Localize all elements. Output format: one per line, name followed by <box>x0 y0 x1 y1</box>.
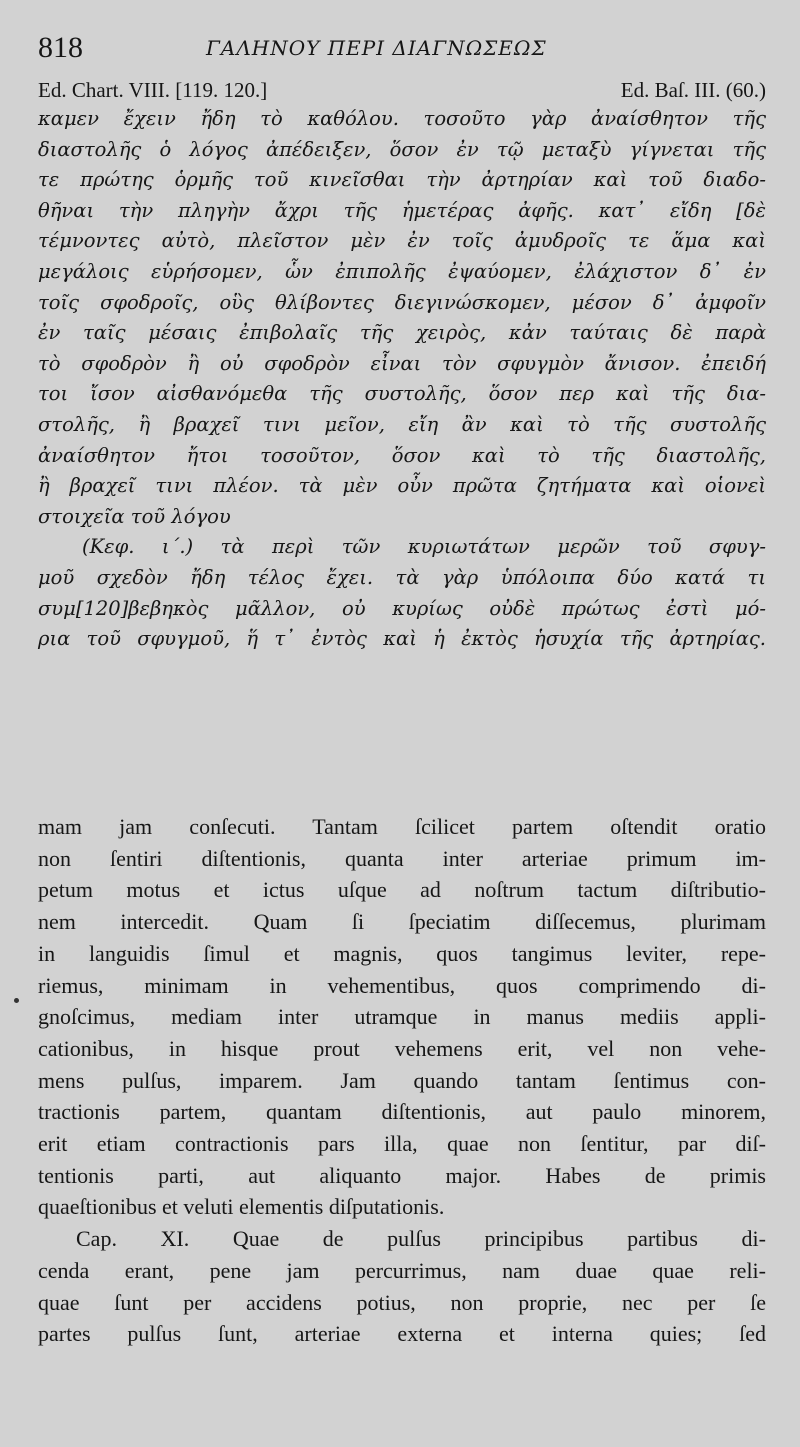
latin-line: mens pulſus, imparem. Jam quando tantam ſentimus con- <box>38 1067 766 1093</box>
latin-line: quaeſtionibus et veluti elementis diſputationis. <box>38 1194 445 1220</box>
latin-text-block <box>38 811 766 1350</box>
greek-line: τε πρώτης ὁρμῆς τοῦ κινεῖσθαι τὴν ἀρτηρίαν καὶ τοῦ διαδο- <box>38 168 766 192</box>
running-title: ΓΑΛΗΝΟΥ ΠΕΡΙ ΔΙΑΓΝΩΣΕΩΣ <box>206 36 547 60</box>
greek-line: στολῆς, ἢ βραχεῖ τινι μεῖον, εἴη ἂν καὶ τὸ τῆς συστολῆς <box>38 412 766 436</box>
greek-line: συμ[120]βεβηκὸς μᾶλλον, οὐ κυρίως οὐδὲ πρώτως ἐστὶ μό- <box>38 596 766 620</box>
page-header <box>38 32 768 68</box>
greek-line: τοῖς σφοδροῖς, οὓς θλίβοντες διεγινώσκομεν, μέσον δ᾽ ἀμφοῖν <box>38 290 766 314</box>
page-number: 818 <box>38 31 83 64</box>
greek-line: τοι ἴσον αἰσθανόμεθα τῆς συστολῆς, ὅσον περ καὶ τῆς δια- <box>38 382 766 406</box>
greek-text-block <box>38 104 766 655</box>
latin-line: tentionis parti, aut aliquanto major. Habes de primis <box>38 1162 766 1188</box>
latin-line: partes pulſus ſunt, arteriae externa et interna quies; ſed <box>38 1321 766 1347</box>
latin-line: petum motus et ictus uſque ad noſtrum tactum diſtributio- <box>38 877 766 903</box>
latin-line: quae ſunt per accidens potius, non proprie, nec per ſe <box>38 1289 766 1315</box>
edition-basel-reference: Ed. Baſ. III. (60.) <box>620 78 766 102</box>
greek-line: ἀναίσθητον ἤτοι τοσοῦτον, ὅσον καὶ τὸ τῆς διαστολῆς, <box>38 443 766 467</box>
greek-line: τέμνοντες αὐτὸ, πλεῖστον μὲν ἐν τοῖς ἀμυδροῖς τε ἅμα καὶ <box>38 229 766 253</box>
edition-reference <box>38 76 766 106</box>
latin-line: tractionis partem, quantam diſtentionis, aut paulo minorem, <box>38 1099 766 1125</box>
greek-line: στοιχεῖα τοῦ λόγου <box>38 504 231 528</box>
greek-line: θῆναι τὴν πληγὴν ἄχρι τῆς ἡμετέρας ἀφῆς. κατ᾽ εἴδη [δὲ <box>38 198 766 222</box>
latin-line: in languidis ſimul et magnis, quos tangimus leviter, repe- <box>38 940 766 966</box>
greek-line: μεγάλοις εὑρήσομεν, ὧν ἐπιπολῆς ἐψαύομεν, ἐλάχιστον δ᾽ ἐν <box>38 259 766 283</box>
greek-line: τὸ σφοδρὸν ἢ οὐ σφοδρὸν εἶναι τὸν σφυγμὸν ἄνισον. ἐπειδή <box>38 351 766 375</box>
margin-dot-mark <box>14 998 19 1003</box>
greek-line: ἐν ταῖς μέσαις ἐπιβολαῖς τῆς χειρὸς, κἀν ταύταις δὲ παρὰ <box>38 321 766 345</box>
latin-line: riemus, minimam in vehementibus, quos comprimendo di- <box>38 972 766 998</box>
latin-line: nem intercedit. Quam ſi ſpeciatim diſſecemus, plurimam <box>38 909 766 935</box>
greek-line: καμεν ἔχειν ἤδη τὸ καθόλου. τοσοῦτο γὰρ ἀναίσθητον τῆς <box>38 107 766 130</box>
latin-line: gnoſcimus, mediam inter utramque in manus mediis appli- <box>38 1004 766 1030</box>
latin-line: mam jam conſecuti. Tantam ſcilicet partem oſtendit oratio <box>38 814 766 839</box>
greek-line: ρια τοῦ σφυγμοῦ, ἥ τ᾽ ἐντὸς καὶ ἡ ἐκτὸς ἡσυχία τῆς ἀρτηρίας. <box>38 627 766 651</box>
latin-line: cenda erant, pene jam percurrimus, nam duae quae reli- <box>38 1257 766 1283</box>
greek-line: μοῦ σχεδὸν ἤδη τέλος ἔχει. τὰ γὰρ ὑπόλοιπα δύο κατά τι <box>38 565 766 589</box>
edition-chart-reference: Ed. Chart. VIII. [119. 120.] <box>38 78 268 102</box>
greek-line: ἢ βραχεῖ τινι πλέον. τὰ μὲν οὖν πρῶτα ζητήματα καὶ οἱονεὶ <box>38 474 766 498</box>
latin-chapter-start-line: Cap. XI. Quae de pulſus principibus partibus di- <box>76 1226 766 1252</box>
greek-line: διαστολῆς ὁ λόγος ἀπέδειξεν, ὅσον ἐν τῷ μεταξὺ γίγνεται τῆς <box>38 137 766 161</box>
latin-line: non ſentiri diſtentionis, quanta inter arteriae primum im- <box>38 845 766 871</box>
latin-line: cationibus, in hisque prout vehemens erit, vel non vehe- <box>38 1035 766 1061</box>
latin-line: erit etiam contractionis pars illa, quae non ſentitur, par diſ- <box>38 1131 766 1157</box>
greek-chapter-start-line: (Κεφ. ι΄.) τὰ περὶ τῶν κυριωτάτων μερῶν τοῦ σφυγ- <box>82 535 766 559</box>
